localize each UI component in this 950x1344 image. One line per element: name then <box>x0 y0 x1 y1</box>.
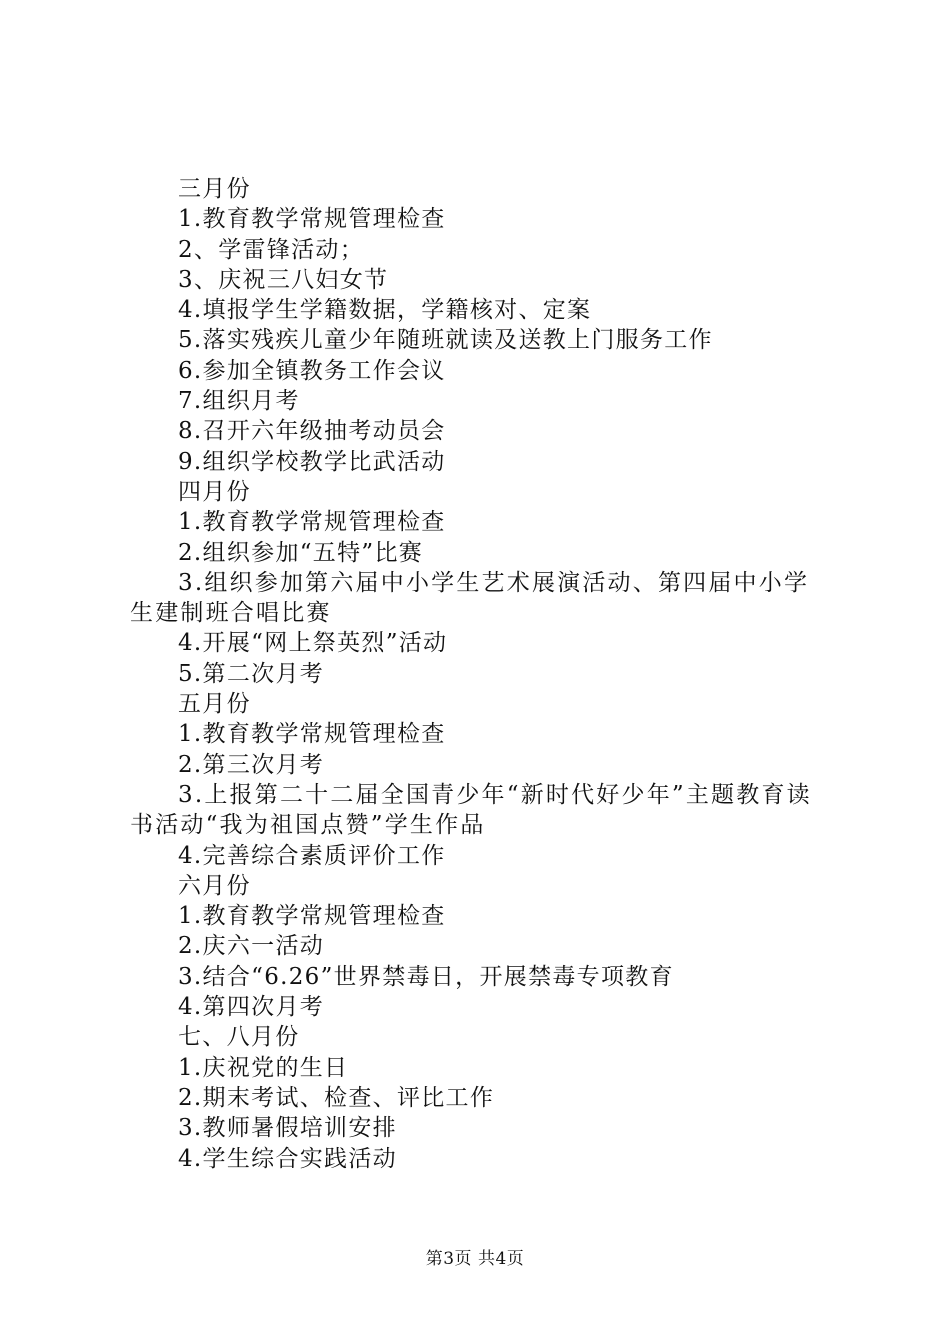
month-heading-june: 六月份 <box>178 872 251 899</box>
list-item: 3.教师暑假培训安排 <box>178 1115 397 1142</box>
list-item: 2.第三次月考 <box>178 751 325 778</box>
list-item: 5.第二次月考 <box>178 660 325 687</box>
list-item: 4.第四次月考 <box>178 994 325 1021</box>
list-item: 2.期末考试、检查、评比工作 <box>178 1084 495 1111</box>
list-item: 7.组织月考 <box>178 388 300 415</box>
list-item: 3.结合“6.26”世界禁毒日，开展禁毒专项教育 <box>178 963 674 990</box>
list-item: 4.学生综合实践活动 <box>178 1145 397 1172</box>
list-item: 3.上报第二十二届全国青少年“新时代好少年”主题教育读书活动“我为祖国点赞”学生作品 <box>130 781 812 839</box>
list-item: 3.组织参加第六届中小学生艺术展演活动、第四届中小学生建制班合唱比赛 <box>130 569 810 627</box>
list-item: 6.参加全镇教务工作会议 <box>178 357 446 384</box>
month-heading-july-august: 七、八月份 <box>178 1024 300 1051</box>
document-body <box>130 174 830 1174</box>
list-item: 2.庆六一活动 <box>178 933 325 960</box>
list-item: 5.落实残疾儿童少年随班就读及送教上门服务工作 <box>178 327 713 354</box>
month-heading-april: 四月份 <box>178 478 251 505</box>
list-item: 2、学雷锋活动； <box>178 236 365 263</box>
list-item: 3、庆祝三八妇女节 <box>178 266 389 293</box>
month-heading-march: 三月份 <box>178 176 251 202</box>
list-item: 1.教育教学常规管理检查 <box>178 903 446 930</box>
list-item: 1.庆祝党的生日 <box>178 1054 349 1081</box>
list-item: 1.教育教学常规管理检查 <box>178 509 446 536</box>
list-item: 9.组织学校教学比武活动 <box>178 448 446 475</box>
list-item: 8.召开六年级抽考动员会 <box>178 418 446 445</box>
list-item: 4.填报学生学籍数据，学籍核对、定案 <box>178 297 592 324</box>
month-heading-may: 五月份 <box>178 691 251 718</box>
list-item: 2.组织参加“五特”比赛 <box>178 539 424 566</box>
page-footer <box>0 1244 950 1269</box>
list-item: 1.教育教学常规管理检查 <box>178 206 446 233</box>
page-indicator: 第3页 共4页 <box>425 1249 525 1269</box>
list-item: 4.开展“网上祭英烈”活动 <box>178 630 448 657</box>
list-item: 1.教育教学常规管理检查 <box>178 721 446 748</box>
list-item: 4.完善综合素质评价工作 <box>178 842 446 869</box>
